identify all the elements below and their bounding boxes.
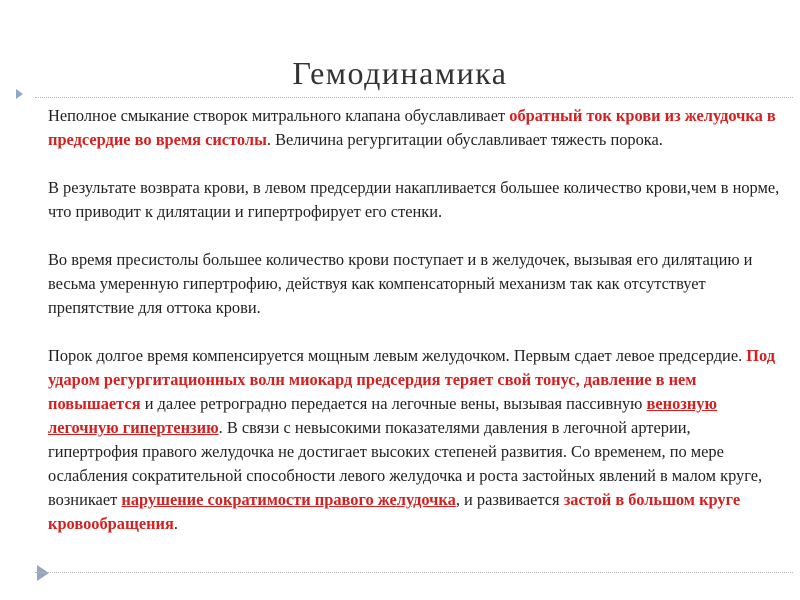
highlighted-text: Под ударом регургитационных волн миокард предсердия теряет свой тонус, давление в нем повышается xyxy=(48,346,776,413)
text-segment: В результате возврата крови, в левом предсердии накапливается большее количество крови,чем в норме, что приводит к дилятации и гипертрофирует его стенки. xyxy=(48,178,780,221)
text-segment: . Величина регургитации обуславливает тяжесть порока. xyxy=(266,130,663,149)
triangle-bullet-icon xyxy=(37,565,49,581)
text-segment: и далее ретроградно передается на легочные вены, вызывая пассивную xyxy=(140,394,647,413)
bottom-divider xyxy=(35,572,793,573)
paragraph-4 xyxy=(48,344,783,536)
slide-title: Гемодинамика xyxy=(292,55,508,91)
text-segment: , и развивается xyxy=(455,490,564,509)
paragraph-2 xyxy=(48,176,783,224)
paragraph-1 xyxy=(48,104,783,152)
text-segment: . xyxy=(173,514,178,533)
text-segment: Порок долгое время компенсируется мощным левым желудочком. Первым сдает левое предсердие. xyxy=(48,346,747,365)
text-segment: Во время пресистолы большее количество крови поступает и в желудочек, вызывая его дилятацию и весьма умеренную гипертрофию, действуя как компенсаторный механизм так как отсутствует препятствие для оттока крови. xyxy=(48,250,753,317)
paragraph-3 xyxy=(48,248,783,320)
highlighted-text: обратный ток крови из желудочка в предсердие во время систолы xyxy=(48,106,776,149)
highlighted-underlined-text: нарушение сократимости правого желудочка xyxy=(121,490,456,509)
text-segment: . В связи с невысокими показателями давления в легочной артерии, гипертрофия правого желудочка не достигает высоких степеней развития. Со временем, по мере ослабления сократительной способности левого желудочка и роста застойных явлений в малом круге, возникает xyxy=(48,418,763,509)
slide-content xyxy=(48,104,783,536)
text-segment: Неполное смыкание створок митрального клапана обуславливает xyxy=(48,106,510,125)
highlighted-underlined-text: венозную легочную гипертензию xyxy=(48,394,718,437)
highlighted-text: застой в большом круге кровообращения xyxy=(48,490,741,533)
top-divider xyxy=(35,97,793,98)
